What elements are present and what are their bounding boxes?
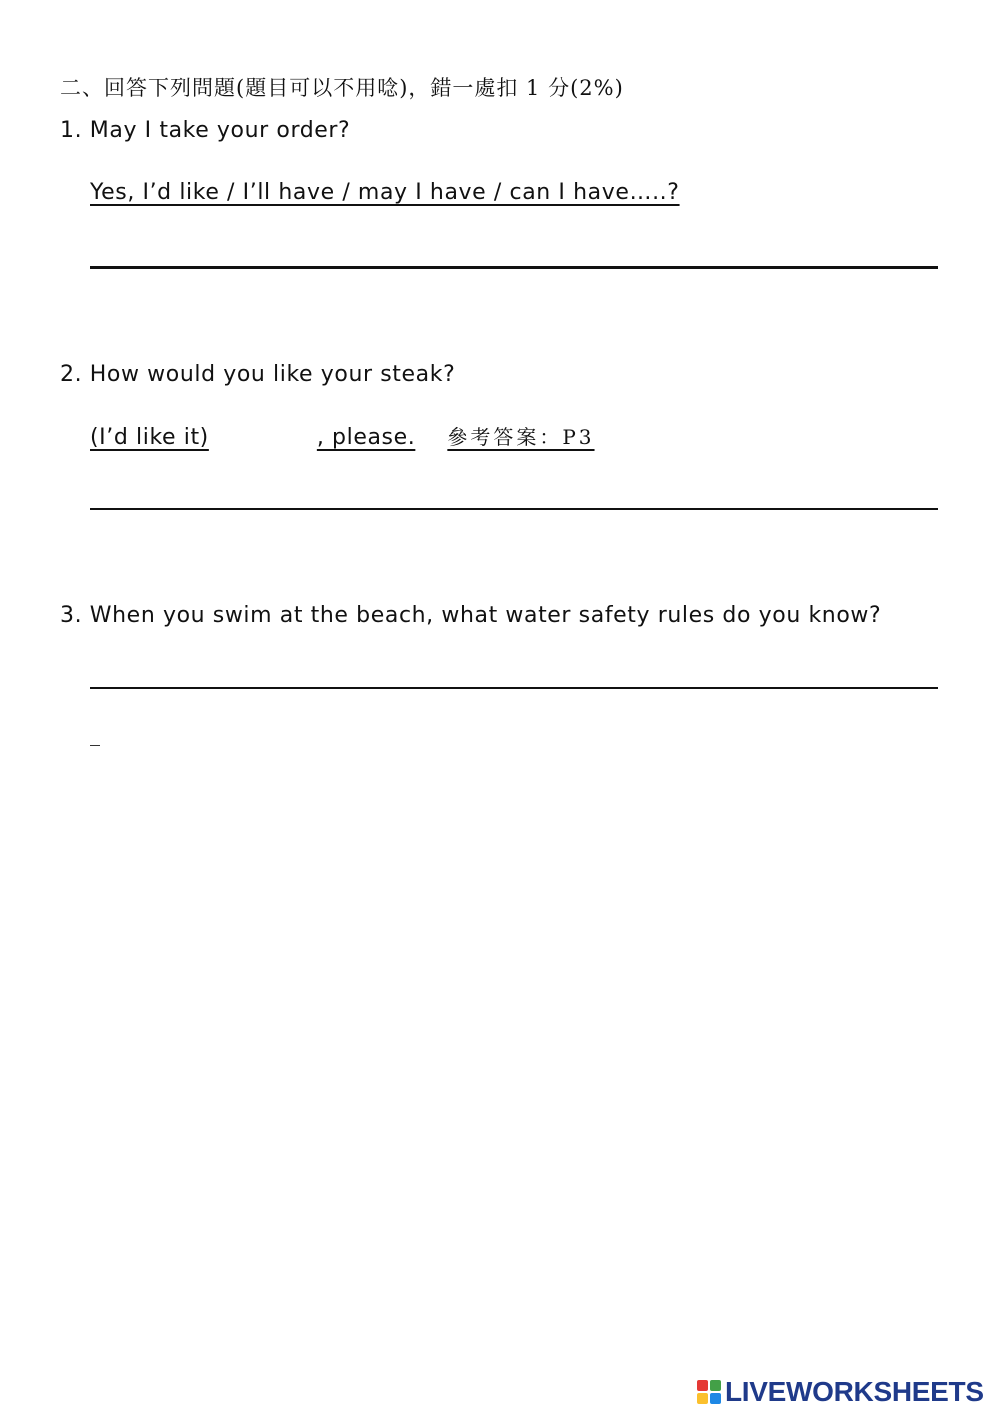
answer-line-3[interactable] — [90, 687, 938, 689]
reference-answer-label: 參考答案：P3 — [447, 425, 595, 449]
answer-1: Yes, I’d like / I’ll have / may I have / can I have…..? — [90, 180, 680, 205]
answer-2-suffix: , please. — [316, 425, 416, 450]
liveworksheets-brand — [697, 1378, 984, 1406]
question-1: 1. May I take your order? — [60, 118, 351, 143]
answer-2-prefix: (I’d like it) — [90, 425, 209, 450]
stray-dash — [90, 745, 100, 746]
answer-2 — [90, 421, 595, 450]
answer-line-2[interactable] — [90, 508, 938, 510]
section-title: 二、回答下列問題(題目可以不用唸)，錯一處扣 1 分(2%) — [60, 76, 624, 100]
liveworksheets-wordmark: LIVEWORKSHEETS — [725, 1376, 984, 1407]
logo-square-yellow — [697, 1393, 708, 1404]
question-2: 2. How would you like your steak? — [60, 362, 456, 387]
question-3: 3. When you swim at the beach, what water safety rules do you know? — [60, 603, 882, 628]
logo-square-green — [710, 1380, 721, 1391]
logo-square-red — [697, 1380, 708, 1391]
logo-square-blue — [710, 1393, 721, 1404]
answer-line-1[interactable] — [90, 266, 938, 269]
liveworksheets-logo-icon — [697, 1380, 721, 1404]
